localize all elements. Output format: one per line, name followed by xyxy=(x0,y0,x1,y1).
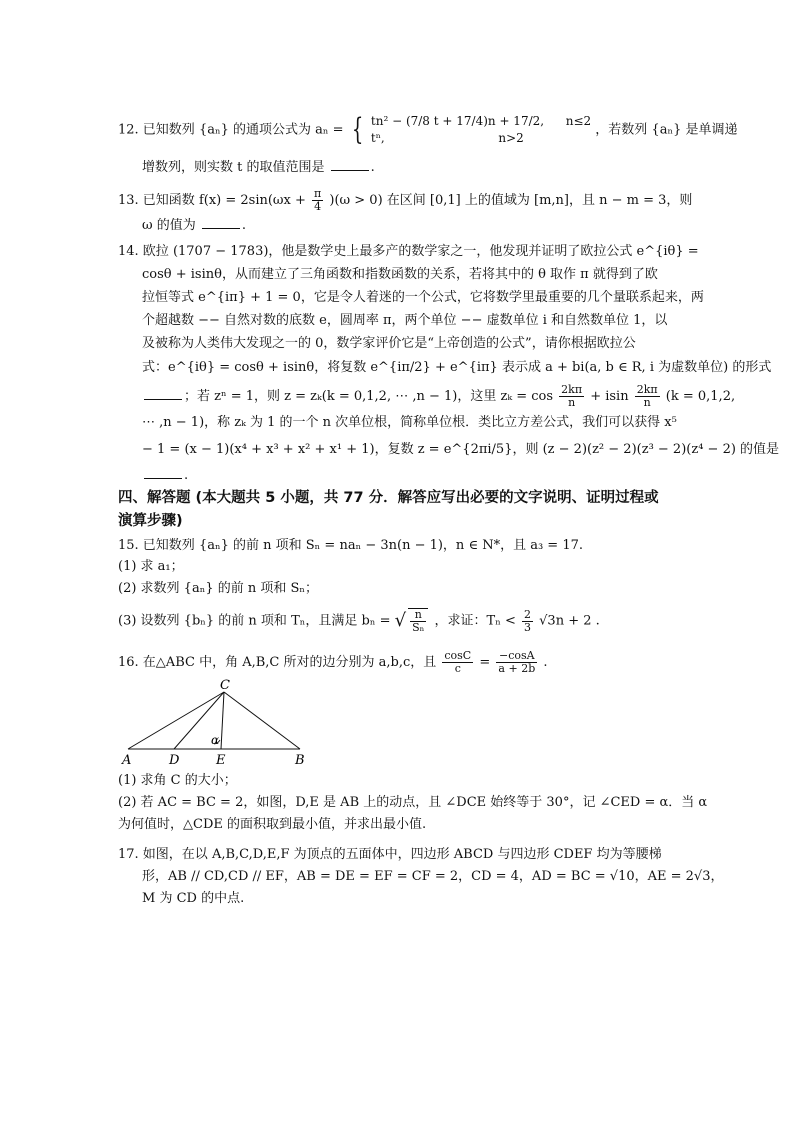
q16-label-e: E xyxy=(216,753,226,768)
q12-piecewise xyxy=(371,113,591,147)
q15-sqrt-frac xyxy=(408,608,428,634)
section4-heading-l2: 演算步骤) xyxy=(118,513,183,529)
q16-label-a: A xyxy=(122,753,132,768)
q15-frac23-num: 2 xyxy=(524,607,531,621)
q16-p2b: 为何值时，△CDE 的面积取到最小值，并求出最小值. xyxy=(118,817,427,832)
q15-sqrt-sign: √ xyxy=(394,610,407,631)
q16-stem-a: 16. 在△ABC 中，角 A,B,C 所对的边分别为 a,b,c，且 xyxy=(118,655,437,670)
q15-frac-den: Sₙ xyxy=(412,621,425,634)
q16-eq: = xyxy=(479,655,491,670)
q15-p1: (1) 求 a₁； xyxy=(118,559,184,574)
q16-stem-b: . xyxy=(543,655,548,670)
q14-frac1 xyxy=(559,384,584,409)
q16-frac1-den: c xyxy=(454,662,461,675)
q12-cond1: n≤2 xyxy=(565,114,592,128)
q12-end: . xyxy=(370,160,375,175)
q14-l4: 个超越数 −− 自然对数的底数 e，圆周率 π，两个单位 −− 虚数单位 i 和自然数单位 1，以 xyxy=(142,313,668,328)
q14-l1: 14. 欧拉 (1707 − 1783)，他是数学史上最多产的数学家之一，他发现并证明了欧拉公式 e^{iθ} = xyxy=(118,244,699,259)
q14-frac1-num: 2kπ xyxy=(561,383,583,396)
q12-brace: { xyxy=(351,112,363,147)
q16-p1: (1) 求角 C 的大小； xyxy=(118,773,237,788)
q13-line2 xyxy=(142,216,246,235)
q16-label-d: D xyxy=(169,753,180,768)
q14-frac2-den: n xyxy=(643,396,651,409)
q15-p2: (2) 求数列 {aₙ} 的前 n 项和 Sₙ； xyxy=(118,581,319,596)
q16-frac2-den: a + 2b xyxy=(498,662,536,675)
q14-l5: 及被称为人类伟大发现之一的 0，数学家评价它是“上帝创造的公式”，请你根据欧拉公 xyxy=(142,336,636,351)
q15-p3b: ，求证：Tₙ < xyxy=(434,613,516,629)
q14-l7 xyxy=(142,384,735,409)
q17-l3: M 为 CD 的中点. xyxy=(142,891,245,906)
q13-answer-blank xyxy=(202,216,240,229)
q16-p2a: (2) 若 AC = BC = 2，如图，D,E 是 AB 上的动点，且 ∠DCE 始终等于 30°，记 ∠CED = α．当 α xyxy=(118,795,708,810)
q15-p3c: √3n + 2 . xyxy=(539,613,600,629)
q13-end: . xyxy=(241,218,247,233)
q15-stem: 15. 已知数列 {aₙ} 的前 n 项和 Sₙ = naₙ − 3n(n − 1)，n ∈ N*，且 a₃ = 17. xyxy=(118,538,583,553)
q16-frac1-num: cosC xyxy=(444,649,472,662)
q12-answer-blank xyxy=(331,158,369,171)
q16-line-bc xyxy=(224,692,300,749)
q14-blank2 xyxy=(144,466,182,479)
q15-p3 xyxy=(118,608,600,634)
q16-label-alpha: α xyxy=(211,733,220,747)
q14-l7c: (k = 0,1,2, xyxy=(665,389,736,404)
q15-frac23-den: 3 xyxy=(524,620,531,634)
q14-frac1-den: n xyxy=(568,396,576,409)
q14-l7b: + isin xyxy=(590,389,629,404)
q16-label-b: B xyxy=(295,753,305,768)
q13-frac-num: π xyxy=(314,187,322,200)
q12-line2 xyxy=(142,158,375,177)
q15-frac-num: n xyxy=(410,609,426,622)
q13-frac-den: 4 xyxy=(314,200,322,213)
q16-triangle-figure xyxy=(118,676,318,768)
q14-l10-end: . xyxy=(184,468,189,483)
q13-line1b: )(ω > 0) 在区间 [0,1] 上的值域为 [m,n]，且 n − m = 3，则 xyxy=(329,193,693,208)
q16-frac1 xyxy=(442,650,473,675)
q14-frac2 xyxy=(635,384,660,409)
q14-frac2-num: 2kπ xyxy=(636,383,658,396)
q12-cond2: n>2 xyxy=(498,131,524,145)
q15-p3a: (3) 设数列 {bₙ} 的前 n 项和 Tₙ，且满足 bₙ = xyxy=(118,613,391,629)
q12-lead: 12. 已知数列 {aₙ} 的通项公式为 aₙ = xyxy=(118,122,344,138)
q14-l6: 式：e^{iθ} = cosθ + isinθ，将复数 e^{iπ/2} + e^{iπ} 表示成 a + bi(a, b ∈ R, i 为虚数单位) 的形式 xyxy=(142,360,772,375)
q13-line1 xyxy=(118,188,692,213)
q17-l1: 17. 如图，在以 A,B,C,D,E,F 为顶点的五面体中，四边形 ABCD 与四边形 CDEF 均为等腰梯 xyxy=(118,847,662,862)
q14-l8: ⋯ ,n − 1)，称 zₖ 为 1 的一个 n 次单位根，简称单位根．类比立方差公式，我们可以获得 x⁵ xyxy=(142,415,677,430)
q15-frac23 xyxy=(522,609,533,634)
q12-line2-text: 增数列，则实数 t 的取值范围是 xyxy=(142,160,325,175)
q12-line1 xyxy=(118,113,737,147)
q12-piece2: tⁿ, xyxy=(370,131,385,145)
q14-l7a: ；若 zⁿ = 1，则 z = zₖ(k = 0,1,2, ⋯ ,n − 1)，这里 zₖ = cos xyxy=(184,389,554,404)
section4-heading-l1: 四、解答题 (本大题共 5 小题，共 77 分．解答应写出必要的文字说明、证明过程或 xyxy=(118,490,659,506)
q12-piece1: tn² − (7/8 t + 17/4)n + 17/2, xyxy=(370,114,545,128)
q16-line-ce xyxy=(221,692,224,749)
q13-frac xyxy=(312,188,323,213)
q16-stem xyxy=(118,650,548,675)
q13-line1a: 13. 已知函数 f(x) = 2sin(ωx + xyxy=(118,193,306,208)
q16-line-ac xyxy=(128,692,224,749)
q13-line2-text: ω 的值为 xyxy=(142,218,196,233)
q14-l3: 拉恒等式 e^{iπ} + 1 = 0，它是令人着迷的一个公式，它将数学里最重要的几个量联系起来，两 xyxy=(142,290,704,305)
q14-l10 xyxy=(142,466,188,485)
q14-blank1 xyxy=(144,387,182,400)
q12-tail: ，若数列 {aₙ} 是单调递 xyxy=(595,122,738,138)
q16-frac2-num: −cosA xyxy=(496,650,537,663)
q16-label-c: C xyxy=(220,678,230,693)
q14-l9: − 1 = (x − 1)(x⁴ + x³ + x² + x¹ + 1)，复数 z = e^{2πi/5}，则 (z − 2)(z² − 2)(z³ − 2)(z⁴ − 2) 的值是 xyxy=(142,442,780,457)
q14-l2: cosθ + isinθ，从而建立了三角函数和指数函数的关系，若将其中的 θ 取作 π 就得到了欧 xyxy=(142,267,658,282)
q16-frac2 xyxy=(496,650,537,675)
q17-l2: 形，AB // CD,CD // EF，AB = DE = EF = CF = 2，CD = 4，AD = BC = √10，AE = 2√3， xyxy=(142,869,724,884)
